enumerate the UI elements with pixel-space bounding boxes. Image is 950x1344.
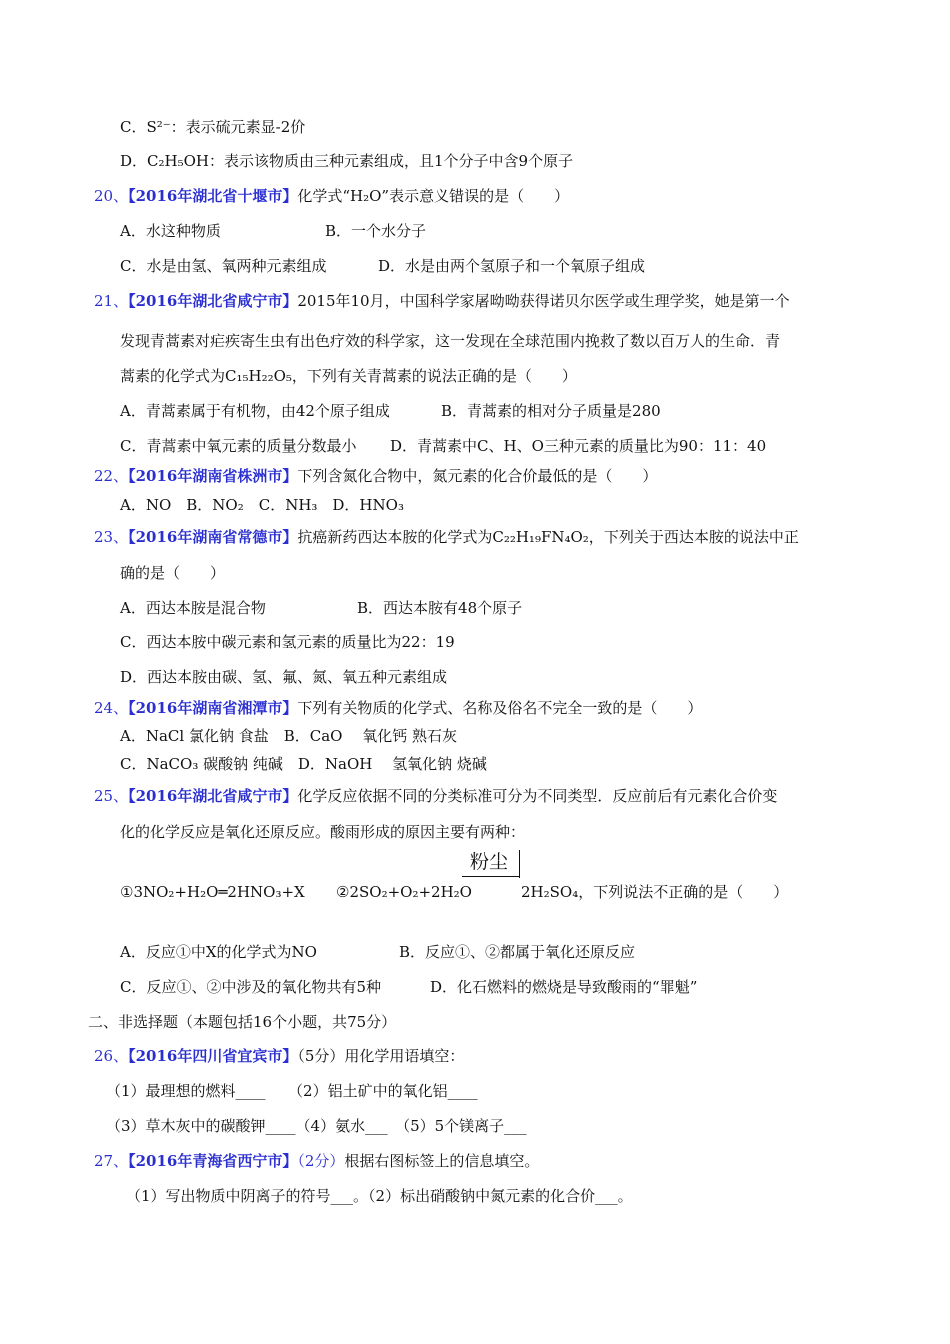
question-20: [94, 186, 569, 206]
q25-equation-1: ①3NO₂+H₂O═2HNO₃+X: [120, 883, 305, 901]
q20-option-c: C．水是由氢、氧两种元素组成: [120, 257, 327, 275]
q21-option-c: C．青蒿素中氧元素的质量分数最小: [120, 437, 357, 455]
question-text: 下列有关物质的化学式、名称及俗名不完全一致的是（ ）: [297, 699, 703, 717]
source-tag: 【2016年湖北省咸宁市】: [128, 292, 298, 310]
q25-equation-2-product: 2H₂SO₄，下列说法不正确的是（ ）: [521, 883, 789, 901]
q21-option-d: D．青蒿素中C、H、O三种元素的质量比为90：11：40: [390, 437, 767, 455]
reaction-arrow-line: [462, 876, 520, 877]
source-tag: 【2016年湖北省咸宁市】: [128, 787, 298, 805]
q22-options: A．NO B．NO₂ C．NH₃ D．HNO₃: [120, 496, 404, 514]
question-text: 化学式“H₂O”表示意义错误的是（ ）: [297, 187, 570, 205]
question-text: （5分）用化学用语填空：: [297, 1047, 465, 1065]
source-tag: 【2016年湖南省株洲市】: [128, 467, 298, 485]
q25-option-a: A．反应①中X的化学式为NO: [120, 943, 317, 961]
question-text: 下列含氮化合物中，氮元素的化合价最低的是（ ）: [297, 467, 658, 485]
reaction-condition-dust: 粉尘: [470, 851, 509, 873]
question-number: 27、: [94, 1152, 129, 1170]
q25-line-2: 化的化学反应是氧化还原反应。酸雨形成的原因主要有两种：: [120, 823, 526, 841]
source-tag: 【2016年湖南省常德市】: [128, 528, 298, 546]
question-text: 抗癌新药西达本胺的化学式为C₂₂H₁₉FN₄O₂，下列关于西达本胺的说法中正: [297, 528, 799, 546]
q25-option-b: B．反应①、②都属于氧化还原反应: [399, 943, 636, 961]
q21-option-b: B．青蒿素的相对分子质量是280: [441, 402, 661, 420]
section-2-heading: 二、非选择题（本题包括16个小题，共75分）: [88, 1013, 397, 1031]
question-number: 24、: [94, 699, 129, 717]
question-number: 26、: [94, 1047, 129, 1065]
q26-line-1: （1）最理想的燃料____ （2）铝土矿中的氧化铝____: [106, 1082, 478, 1100]
q23-option-b: B．西达本胺有48个原子: [357, 599, 523, 617]
q26-line-2: （3）草木灰中的碳酸钾____（4）氨水___ （5）5个镁离子___: [106, 1117, 527, 1135]
q20-option-a: A．水这种物质: [120, 222, 221, 240]
question-number: 23、: [94, 528, 129, 546]
question-number: 20、: [94, 187, 129, 205]
q19-option-c: C．S²⁻：表示硫元素显-2价: [120, 118, 306, 136]
question-24: [94, 698, 702, 718]
q24-options-ab: A．NaCl 氯化钠 食盐 B．CaO 氧化钙 熟石灰: [120, 727, 457, 745]
question-text: 2015年10月，中国科学家屠呦呦获得诺贝尔医学或生理学奖，她是第一个: [297, 292, 790, 310]
question-number: 22、: [94, 467, 129, 485]
score: （2分）: [297, 1152, 345, 1170]
q19-option-d: D．C₂H₅OH：表示该物质由三种元素组成，且1个分子中含9个原子: [120, 152, 574, 170]
question-27: [94, 1151, 539, 1171]
question-number: 25、: [94, 787, 129, 805]
question-23: [94, 527, 799, 547]
reaction-arrow-tick: [519, 850, 520, 878]
question-25: [94, 786, 777, 806]
q24-options-cd: C．NaCO₃ 碳酸钠 纯碱 D．NaOH 氢氧化钠 烧碱: [120, 755, 487, 773]
source-tag: 【2016年湖南省湘潭市】: [128, 699, 298, 717]
source-tag: 【2016年青海省西宁市】: [128, 1152, 298, 1170]
q21-option-a: A．青蒿素属于有机物，由42个原子组成: [120, 402, 390, 420]
q20-option-d: D．水是由两个氢原子和一个氧原子组成: [378, 257, 646, 275]
q21-line-3: 蒿素的化学式为C₁₅H₂₂O₅，下列有关青蒿素的说法正确的是（ ）: [120, 367, 577, 385]
question-text: 根据右图标签上的信息填空。: [344, 1152, 540, 1170]
q25-option-d: D．化石燃料的燃烧是导致酸雨的“罪魁”: [430, 978, 698, 996]
q23-line-2: 确的是（ ）: [120, 564, 226, 582]
q25-equation-2: ②2SO₂+O₂+2H₂O: [336, 883, 472, 901]
source-tag: 【2016年湖北省十堰市】: [128, 187, 298, 205]
question-text: 化学反应依据不同的分类标准可分为不同类型．反应前后有元素化合价变: [297, 787, 778, 805]
q23-option-a: A．西达本胺是混合物: [120, 599, 266, 617]
q25-option-c: C．反应①、②中涉及的氧化物共有5种: [120, 978, 382, 996]
source-tag: 【2016年四川省宜宾市】: [128, 1047, 298, 1065]
q27-line-1: （1）写出物质中阴离子的符号___。（2）标出硝酸钠中氮元素的化合价___。: [126, 1187, 633, 1205]
question-21: [94, 291, 790, 311]
q23-option-c: C．西达本胺中碳元素和氢元素的质量比为22：19: [120, 633, 455, 651]
question-22: [94, 466, 657, 486]
q21-line-2: 发现青蒿素对疟疾寄生虫有出色疗效的科学家，这一发现在全球范围内挽救了数以百万人的生命．青: [120, 332, 781, 350]
q23-option-d: D．西达本胺由碳、氢、氟、氮、氧五种元素组成: [120, 668, 448, 686]
q20-option-b: B．一个水分子: [325, 222, 427, 240]
question-26: [94, 1046, 464, 1066]
question-number: 21、: [94, 292, 129, 310]
